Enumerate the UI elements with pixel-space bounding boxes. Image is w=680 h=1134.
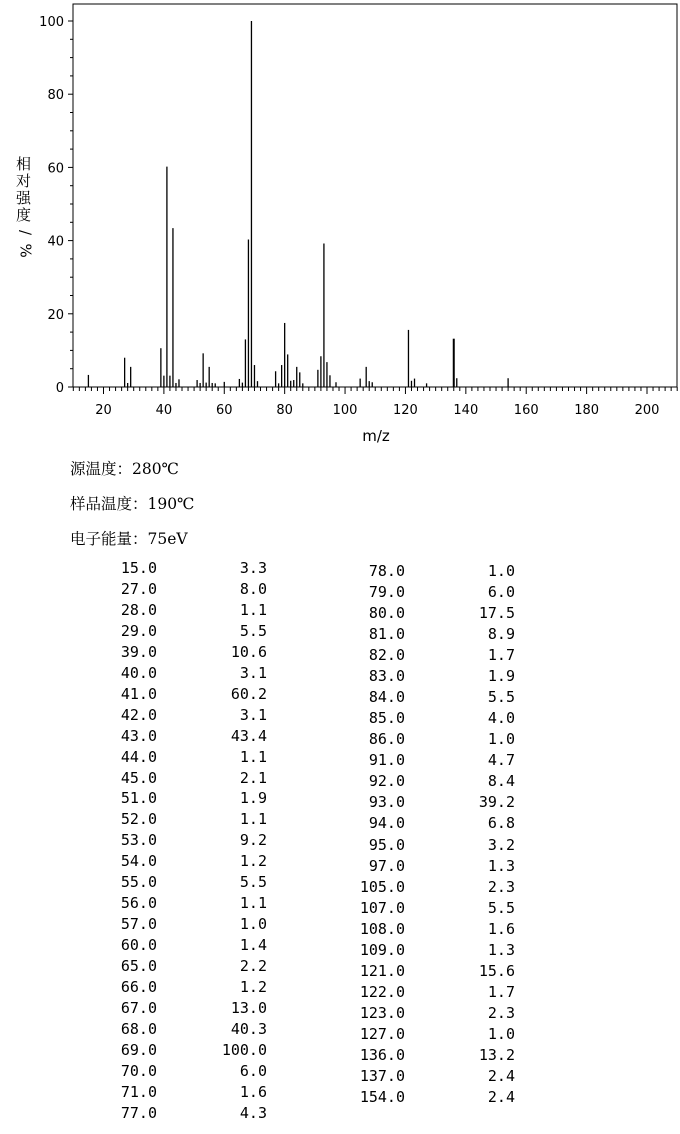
chart-axes: [73, 4, 677, 387]
peak-abundance: 1.3: [487, 940, 515, 959]
peak-mz: 80.0: [368, 604, 405, 623]
peak-mz: 15.0: [120, 559, 157, 577]
peak-abundance: 6.0: [487, 583, 515, 602]
x-tick-label: 100: [332, 403, 358, 418]
peak-mz: 79.0: [368, 583, 405, 602]
peak-mz: 40.0: [120, 663, 157, 682]
x-tick-label: 180: [574, 403, 600, 418]
peak-abundance: 5.5: [239, 621, 267, 640]
peak-abundance: 1.7: [487, 646, 515, 665]
peak-abundance: 43.4: [230, 726, 267, 745]
peak-abundance: 10.6: [230, 642, 267, 661]
peak-abundance: 5.5: [239, 873, 267, 892]
y-tick-label: 100: [39, 15, 64, 30]
peak-mz: 51.0: [120, 789, 157, 808]
peak-abundance: 40.3: [230, 1019, 267, 1038]
peak-abundance: 1.3: [487, 856, 515, 875]
peak-mz: 69.0: [120, 1040, 157, 1059]
y-axis-ticks: [39, 15, 73, 396]
peak-abundance: 1.0: [487, 730, 515, 749]
peak-mz: 137.0: [359, 1066, 405, 1085]
y-tick-label: 40: [47, 234, 64, 250]
peak-mz: 78.0: [368, 562, 405, 580]
peak-abundance: 2.4: [487, 1066, 515, 1085]
peak-abundance: 13.0: [230, 998, 267, 1017]
peak-mz: 86.0: [368, 730, 405, 749]
x-tick-label: 80: [276, 403, 293, 418]
peak-abundance: 8.4: [487, 772, 515, 791]
peak-mz: 95.0: [368, 835, 405, 854]
peak-mz: 68.0: [120, 1019, 157, 1038]
peak-mz: 127.0: [359, 1024, 405, 1043]
y-tick-label: 0: [55, 381, 64, 396]
x-tick-label: 40: [155, 403, 173, 418]
peak-abundance: 1.1: [239, 747, 267, 766]
peak-abundance: 2.3: [487, 877, 515, 896]
peak-mz: 53.0: [120, 831, 157, 850]
peak-abundance: 1.1: [239, 894, 267, 913]
x-axis-label: m/z: [362, 427, 390, 445]
peak-mz: 41.0: [120, 684, 157, 703]
peak-abundance: 3.1: [239, 663, 267, 682]
peak-abundance: 1.7: [487, 982, 515, 1001]
peak-mz: 81.0: [368, 625, 405, 644]
peak-mz: 57.0: [120, 915, 157, 934]
y-axis-label-char: /: [16, 229, 35, 236]
peak-mz: 83.0: [368, 667, 405, 686]
x-tick-label: 60: [216, 403, 233, 418]
peak-mz: 77.0: [120, 1103, 157, 1122]
peak-abundance: 2.3: [487, 1003, 515, 1022]
peak-abundance: 5.5: [487, 898, 515, 917]
peak-mz: 94.0: [368, 814, 405, 833]
y-axis-label-char: 度: [16, 206, 32, 224]
y-axis-label-char: 对: [16, 172, 32, 190]
peak-abundance: 5.5: [487, 688, 515, 707]
peak-mz: 65.0: [120, 957, 157, 976]
mass-spectrum-chart: [0, 0, 680, 450]
y-tick-label: 60: [47, 161, 64, 177]
peak-mz: 123.0: [359, 1003, 405, 1022]
peak-abundance: 1.9: [487, 667, 515, 686]
peak-mz: 45.0: [120, 768, 157, 787]
peak-mz: 71.0: [120, 1082, 157, 1101]
x-tick-label: 200: [634, 403, 660, 418]
peak-mz: 43.0: [120, 726, 157, 745]
peak-mz: 107.0: [359, 898, 405, 917]
peak-mz: 39.0: [120, 642, 157, 661]
peak-abundance: 6.0: [239, 1061, 267, 1080]
peak-abundance: 1.0: [239, 915, 267, 934]
peak-abundance: 3.1: [239, 705, 267, 724]
peak-abundance: 1.4: [239, 936, 267, 955]
peak-mz: 44.0: [120, 747, 157, 766]
peak-mz: 60.0: [120, 936, 157, 955]
peak-abundance: 1.2: [239, 852, 267, 871]
x-tick-label: 20: [95, 403, 112, 418]
peak-mz: 91.0: [368, 751, 405, 770]
peak-mz: 84.0: [368, 688, 405, 707]
peak-mz: 105.0: [359, 877, 405, 896]
peak-mz: 92.0: [368, 772, 405, 791]
peak-abundance: 17.5: [478, 604, 515, 623]
peak-abundance: 3.3: [239, 559, 267, 577]
peak-abundance: 4.0: [487, 709, 515, 728]
peak-abundance: 6.8: [487, 814, 515, 833]
peak-abundance: 1.0: [487, 1024, 515, 1043]
y-tick-label: 20: [47, 307, 64, 323]
peak-abundance: 8.9: [487, 625, 515, 644]
peak-mz: 93.0: [368, 793, 405, 812]
peak-mz: 55.0: [120, 873, 157, 892]
x-axis-ticks: [73, 387, 677, 418]
peak-mz: 108.0: [359, 919, 405, 938]
peak-abundance: 100.0: [221, 1040, 267, 1059]
peak-mz: 66.0: [120, 978, 157, 996]
peak-mz: 136.0: [359, 1045, 405, 1064]
peak-mz: 56.0: [120, 894, 157, 913]
x-tick-label: 160: [513, 403, 539, 418]
y-axis-label-char: 相: [16, 155, 32, 173]
peak-mz: 54.0: [120, 852, 157, 871]
peak-abundance: 1.0: [487, 562, 515, 580]
peak-mz: 121.0: [359, 961, 405, 980]
peak-mz: 122.0: [359, 982, 405, 1001]
peak-abundance: 3.2: [487, 835, 515, 854]
peak-abundance: 1.6: [487, 919, 515, 938]
source-temperature: 源温度：280℃: [70, 460, 179, 478]
peak-mz: 42.0: [120, 705, 157, 724]
peak-abundance: 4.3: [239, 1103, 267, 1122]
peak-abundance: 1.9: [239, 789, 267, 808]
peak-mz: 109.0: [359, 940, 405, 959]
x-tick-label: 120: [393, 403, 418, 418]
peak-mz: 97.0: [368, 856, 405, 875]
peak-mz: 154.0: [359, 1088, 405, 1106]
x-tick-label: 140: [453, 403, 479, 418]
sample-temperature: 样品温度：190℃: [70, 495, 195, 513]
peak-mz: 85.0: [368, 709, 405, 728]
peak-abundance: 9.2: [239, 831, 267, 850]
peak-mz: 52.0: [120, 810, 157, 829]
y-axis-label-char: %: [16, 243, 35, 258]
y-axis-label-char: 强: [16, 189, 32, 207]
plot-frame: [73, 4, 677, 387]
peak-abundance: 1.1: [239, 600, 267, 619]
peak-abundance: 8.0: [239, 579, 267, 598]
peak-abundance: 39.2: [478, 793, 515, 812]
y-tick-label: 80: [47, 88, 64, 104]
peak-abundance: 2.2: [239, 957, 267, 976]
peak-mz: 29.0: [120, 621, 157, 640]
peak-abundance: 15.6: [478, 961, 515, 980]
peak-mz: 70.0: [120, 1061, 157, 1080]
peak-mz: 28.0: [120, 600, 157, 619]
peak-abundance: 60.2: [230, 684, 267, 703]
peak-mz: 67.0: [120, 998, 157, 1017]
peak-abundance: 2.4: [487, 1088, 515, 1106]
peak-abundance: 2.1: [239, 768, 267, 787]
peak-abundance: 1.1: [239, 810, 267, 829]
peak-mz: 27.0: [120, 579, 157, 598]
chart-peaks: [88, 21, 508, 387]
peak-abundance: 13.2: [478, 1045, 515, 1064]
peak-abundance: 4.7: [487, 751, 515, 770]
electron-energy: 电子能量：75eV: [70, 530, 188, 548]
peak-abundance: 1.2: [239, 978, 267, 996]
peak-abundance: 1.6: [239, 1082, 267, 1101]
peak-mz: 82.0: [368, 646, 405, 665]
